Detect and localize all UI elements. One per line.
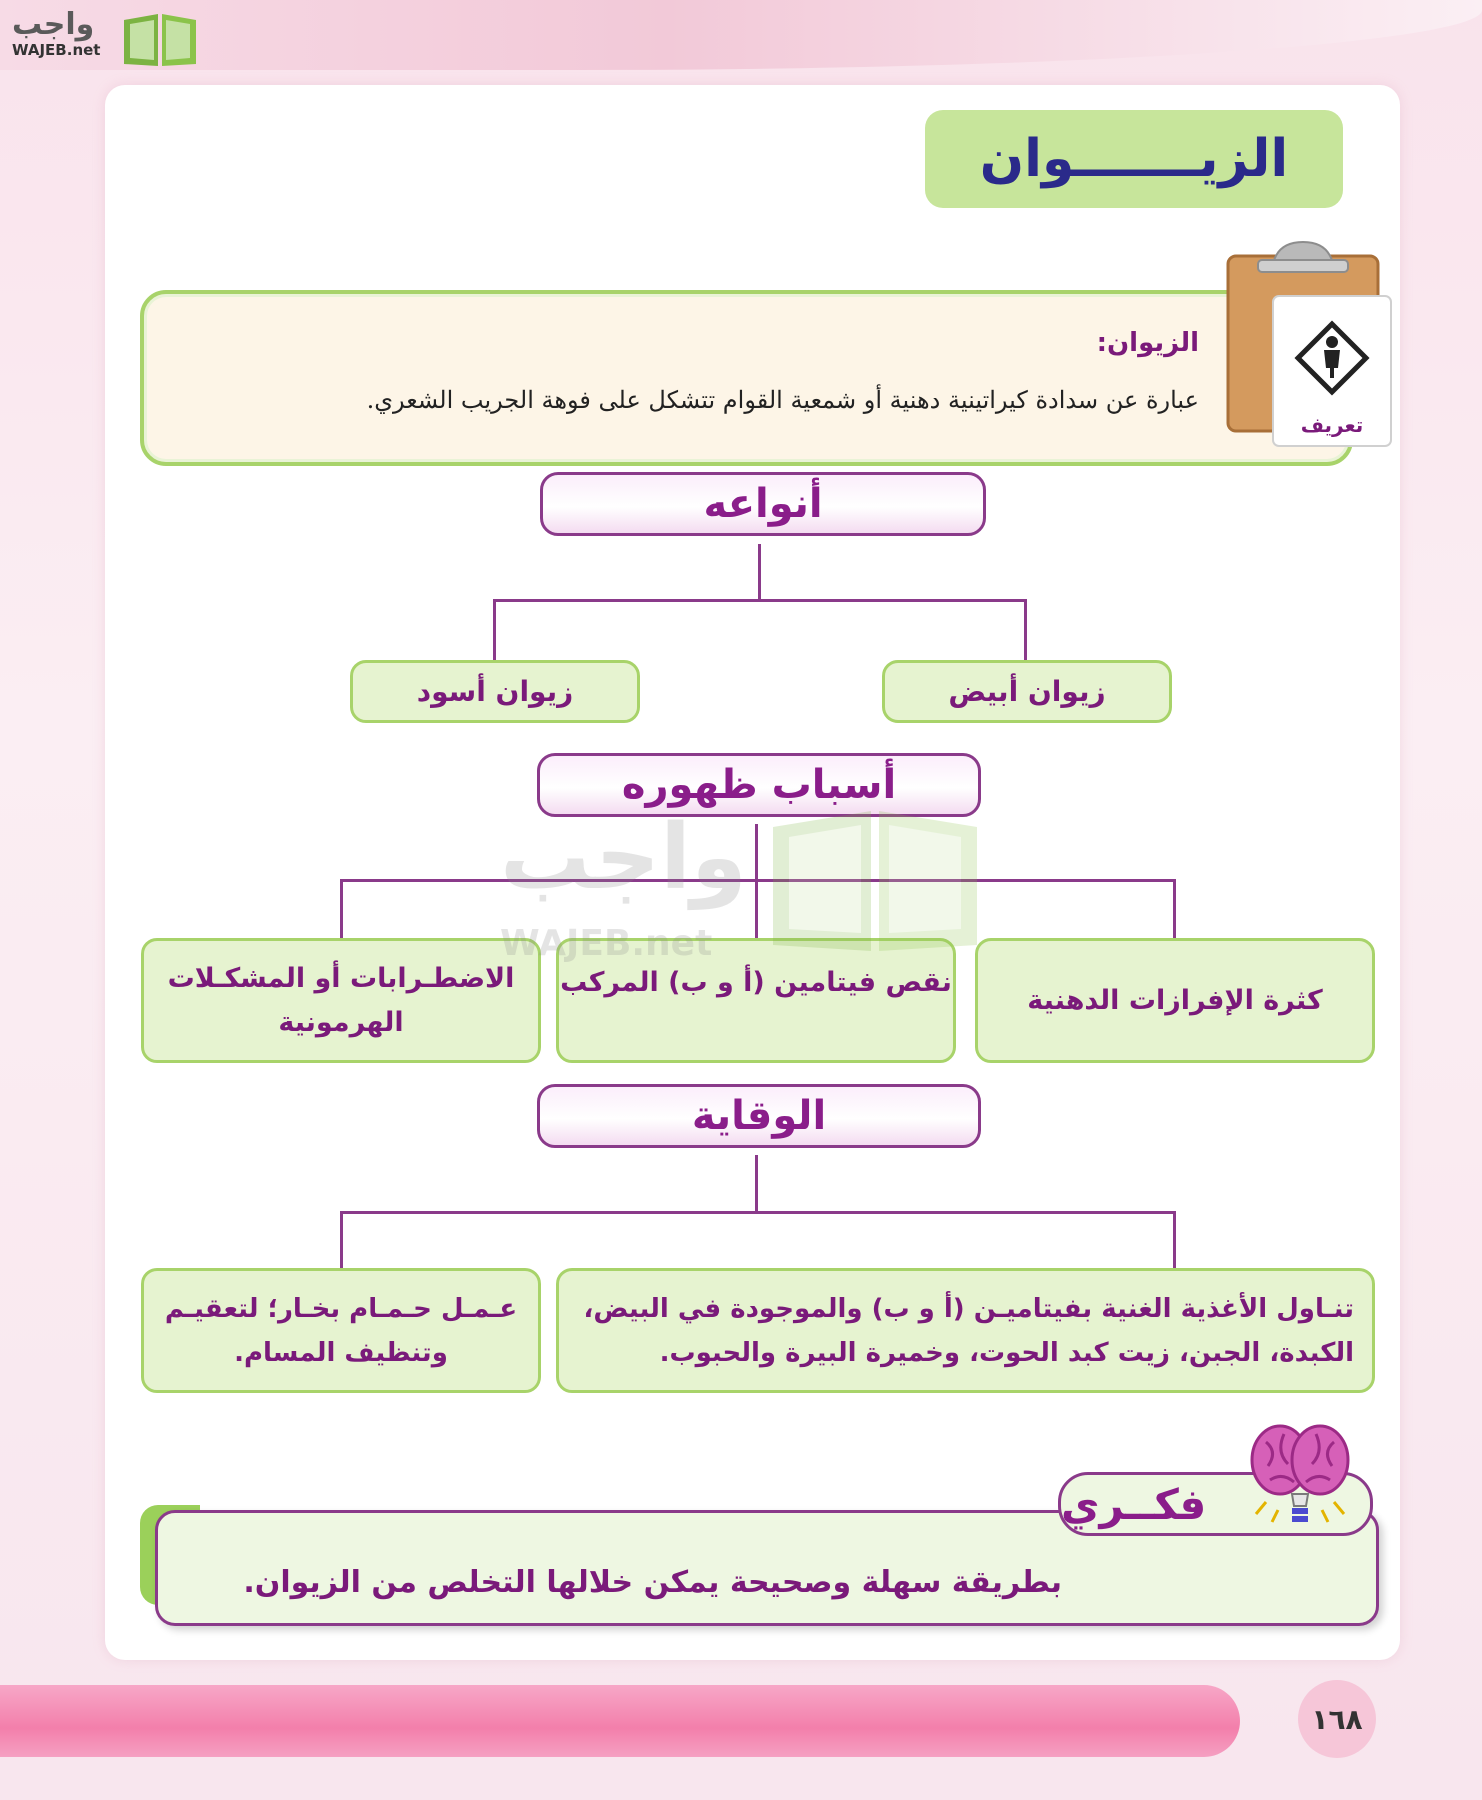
- top-band: [0, 0, 1482, 70]
- types-heading: أنواعه: [540, 472, 986, 536]
- logo-arabic: واجب: [12, 7, 95, 42]
- connector-line: [340, 879, 1176, 882]
- page-number: ١٦٨: [1298, 1680, 1376, 1758]
- brain-bulb-icon: [1250, 1422, 1350, 1532]
- connector-line: [493, 599, 1027, 602]
- connector-line: [1173, 1211, 1176, 1269]
- bottom-bar: [0, 1685, 1240, 1757]
- definition-clipboard-icon: [1218, 236, 1393, 451]
- think-label: فكــري: [1058, 1472, 1373, 1536]
- cause-oily-secretions: كثرة الإفرازات الدهنية: [975, 938, 1375, 1063]
- connector-line: [493, 599, 496, 661]
- causes-heading: أسباب ظهوره: [537, 753, 981, 817]
- prevention-heading: الوقاية: [537, 1084, 981, 1148]
- definition-badge: تعريف: [1300, 413, 1364, 437]
- connector-line: [1024, 599, 1027, 661]
- watermark-latin: WAJEB.net: [500, 923, 713, 964]
- type-black: زيوان أسود: [350, 660, 640, 723]
- connector-line: [758, 544, 761, 600]
- definition-text: عبارة عن سدادة كيراتينية دهنية أو شمعية القوام تتشكل على فوهة الجريب الشعري.: [366, 386, 1199, 414]
- connector-line: [340, 1211, 1176, 1214]
- prevention-steam-bath: عـمـل حـمـام بخـار؛ لتعقيـم وتنظيف المسام.: [141, 1268, 541, 1393]
- connector-line: [340, 879, 343, 939]
- cause-hormonal-issues: الاضطـرابات أو المشكـلات الهرمونية: [141, 938, 541, 1063]
- think-text: بطريقة سهلة وصحيحة يمكن خلالها التخلص من الزيوان.: [243, 1565, 1062, 1600]
- definition-term: الزيوان:: [1096, 328, 1199, 358]
- connector-line: [340, 1211, 343, 1269]
- watermark-arabic: واجب: [500, 805, 747, 910]
- wajeb-logo[interactable]: [12, 8, 192, 68]
- cause-vitamin-deficiency: نقص فيتامين (أ و ب) المركب: [556, 938, 956, 1063]
- connector-line: [1173, 879, 1176, 939]
- definition-box: [140, 290, 1353, 466]
- connector-line: [755, 1155, 758, 1213]
- book-icon: [120, 12, 200, 68]
- logo-latin: WAJEB.net: [12, 41, 101, 59]
- page-title: الزيـــــــوان: [925, 110, 1343, 208]
- logo-text: [12, 8, 100, 58]
- type-white: زيوان أبيض: [882, 660, 1172, 723]
- prevention-nutrition: تنـاول الأغذية الغنية بفيتاميـن (أ و ب) والموجودة في البيض، الكبدة، الجبن، زيت كبد الحوت، وخميرة البيرة والحبوب.: [556, 1268, 1375, 1393]
